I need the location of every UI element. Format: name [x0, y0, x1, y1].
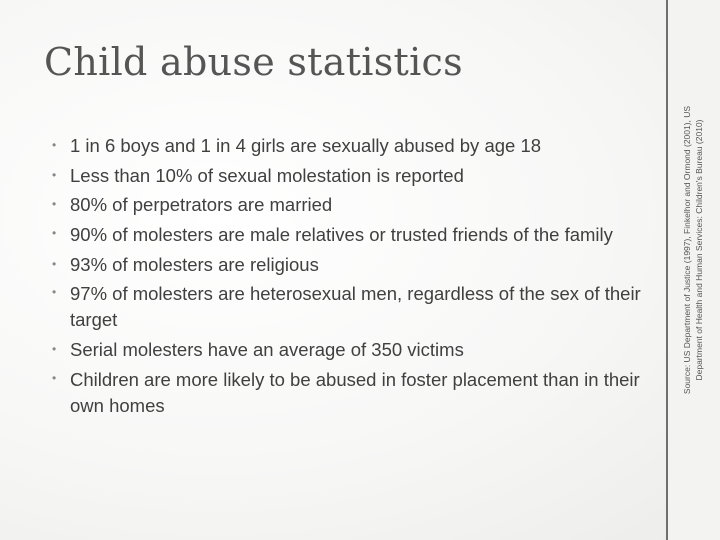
bullet-item: • Less than 10% of sexual molestation is reported: [50, 161, 650, 191]
bullet-item: • 93% of molesters are religious: [50, 250, 650, 280]
bullet-item: • 97% of molesters are heterosexual men, regardless of the sex of their target: [50, 279, 650, 335]
bullet-item: • 90% of molesters are male relatives or trusted friends of the family: [50, 220, 650, 250]
bullet-dot-icon: •: [52, 225, 57, 240]
bullet-item: • 1 in 6 boys and 1 in 4 girls are sexually abused by age 18: [50, 131, 650, 161]
slide-title: Child abuse statistics: [44, 40, 463, 84]
bullet-dot-icon: •: [52, 285, 57, 299]
bullet-dot-icon: •: [52, 342, 57, 356]
bullet-list: [50, 131, 650, 421]
bullet-item: • Serial molesters have an average of 350 victims: [50, 335, 650, 365]
bullet-item: • Children are more likely to be abused in foster placement than in their own homes: [50, 365, 650, 421]
bullet-dot-icon: •: [52, 197, 57, 211]
bullet-dot-icon: •: [52, 256, 57, 271]
bullet-dot-icon: •: [52, 167, 57, 182]
bullet-dot-icon: •: [52, 138, 57, 152]
bullet-item: • 80% of perpetrators are married: [50, 190, 650, 220]
bullet-dot-icon: •: [52, 370, 57, 385]
source-citation: Source: US Department of Justice (1997), Finkelhor and Ormond (2001), US Department of Health and Human Services: Children's Bureau (2010): [682, 105, 704, 395]
